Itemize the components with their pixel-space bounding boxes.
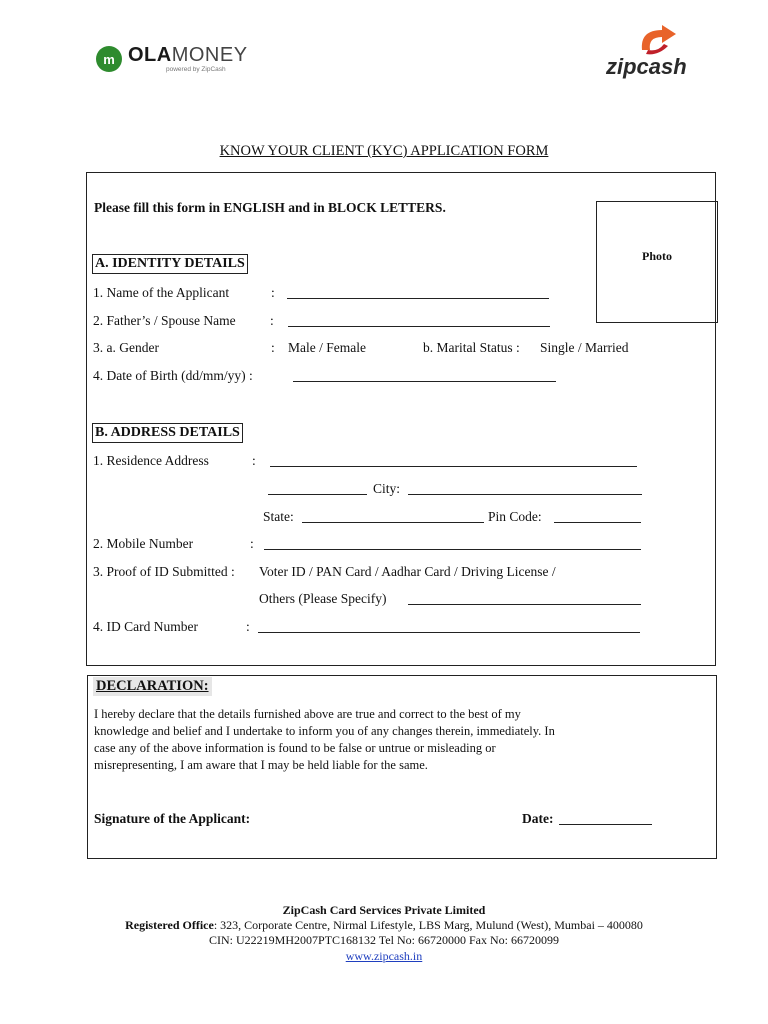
registered-office-address: : 323, Corporate Centre, Nirmal Lifestyle, LBS Marg, Mulund (West), Mumbai – 400080: [213, 918, 643, 932]
colon: :: [271, 285, 275, 300]
form-title: KNOW YOUR CLIENT (KYC) APPLICATION FORM: [219, 143, 549, 159]
date-of-birth-label: 4. Date of Birth (dd/mm/yy) :: [93, 368, 253, 383]
marital-status-label: b. Marital Status :: [423, 340, 520, 355]
applicant-name-field[interactable]: [287, 298, 549, 299]
instruction-text: Please fill this form in ENGLISH and in BLOCK LETTERS.: [94, 200, 446, 215]
footer-registered-office: [0, 918, 768, 933]
colon: :: [252, 453, 256, 468]
residence-address-line2-field[interactable]: [268, 494, 367, 495]
date-of-birth-field[interactable]: [293, 381, 556, 382]
state-field[interactable]: [302, 522, 484, 523]
id-card-number-field[interactable]: [258, 632, 640, 633]
residence-address-label: 1. Residence Address: [93, 453, 209, 468]
photo-label: Photo: [642, 249, 672, 263]
applicant-name-label: 1. Name of the Applicant: [93, 285, 230, 300]
proof-of-id-options[interactable]: Voter ID / PAN Card / Aadhar Card / Driving License /: [259, 564, 556, 579]
declaration-line: case any of the above information is found to be false or untrue or misleading or: [94, 741, 496, 755]
signature-label: Signature of the Applicant:: [94, 811, 251, 826]
pin-code-label: Pin Code:: [488, 509, 542, 524]
declaration-line: misrepresenting, I am aware that I may be held liable for the same.: [94, 758, 428, 772]
ola-money-tagline: powered by ZipCash: [166, 66, 226, 73]
address-section-heading: B. ADDRESS DETAILS: [92, 423, 243, 443]
declaration-line: I hereby declare that the details furnished above are true and correct to the best of my: [94, 707, 521, 721]
others-specify-field[interactable]: [408, 604, 641, 605]
pin-code-field[interactable]: [554, 522, 641, 523]
gender-options[interactable]: Male / Female: [288, 340, 366, 355]
city-label: City:: [373, 481, 401, 496]
footer-website-container: [0, 949, 768, 964]
id-card-number-label: 4. ID Card Number: [93, 619, 198, 634]
residence-address-field[interactable]: [270, 466, 637, 467]
colon: :: [250, 536, 254, 551]
website-link[interactable]: www.zipcash.in: [345, 949, 423, 963]
colon: :: [271, 340, 275, 355]
date-label: Date:: [522, 811, 554, 826]
identity-section-heading: A. IDENTITY DETAILS: [92, 254, 248, 274]
mobile-number-label: 2. Mobile Number: [93, 536, 194, 551]
declaration-line: knowledge and belief and I undertake to inform you of any changes therein, immediately. In: [94, 724, 555, 738]
declaration-heading: DECLARATION:: [93, 677, 212, 696]
ola-money-logo-icon: [96, 46, 122, 72]
svg-text:m: m: [103, 52, 115, 67]
father-spouse-name-label: 2. Father’s / Spouse Name: [93, 313, 236, 328]
colon: :: [270, 313, 274, 328]
registered-office-label: Registered Office: [125, 918, 214, 932]
city-field[interactable]: [408, 494, 642, 495]
proof-of-id-label: 3. Proof of ID Submitted :: [93, 564, 235, 579]
footer-cin-contact: CIN: U22219MH2007PTC168132 Tel No: 66720000 Fax No: 66720099: [209, 933, 559, 947]
state-label: State:: [263, 509, 294, 524]
gender-label: 3. a. Gender: [93, 340, 159, 355]
date-field[interactable]: [559, 824, 652, 825]
ola-money-logo: OLAMONEY: [128, 44, 248, 66]
zipcash-logo: zipcash: [606, 54, 687, 79]
mobile-number-field[interactable]: [264, 549, 641, 550]
colon: :: [246, 619, 250, 634]
others-specify-label: Others (Please Specify): [259, 591, 387, 606]
marital-status-options[interactable]: Single / Married: [540, 340, 629, 355]
father-spouse-name-field[interactable]: [288, 326, 550, 327]
footer-company-name: ZipCash Card Services Private Limited: [282, 903, 486, 917]
